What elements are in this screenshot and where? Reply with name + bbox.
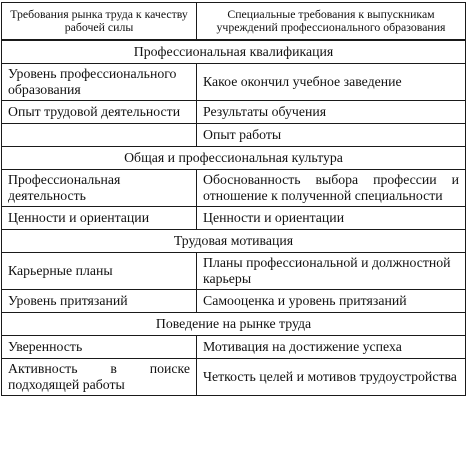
header-market-requirements: Требования рынка труда к качеству рабочей силы — [2, 3, 197, 41]
cell-left: Уровень притязаний — [2, 290, 197, 313]
table-row — [2, 359, 466, 396]
cell-right: Планы профессиональной и должностной карьеры — [197, 253, 466, 290]
section-title-culture: Общая и профессиональная культура — [2, 147, 466, 170]
table-header-row — [2, 3, 466, 41]
cell-right: Результаты обучения — [197, 101, 466, 124]
table-row — [2, 253, 466, 290]
cell-right: Ценности и ориентации — [197, 207, 466, 230]
cell-left: Профессиональная деятельность — [2, 170, 197, 207]
cell-left: Уверенность — [2, 336, 197, 359]
cell-right: Мотивация на достижение успеха — [197, 336, 466, 359]
table-row — [2, 64, 466, 101]
section-row — [2, 40, 466, 64]
table-row — [2, 101, 466, 124]
section-row — [2, 230, 466, 253]
table-row — [2, 207, 466, 230]
requirements-table — [1, 2, 466, 396]
cell-left: Активность в поиске подходящей работы — [2, 359, 197, 396]
table-row — [2, 336, 466, 359]
cell-left — [2, 124, 197, 147]
cell-right: Самооценка и уровень притязаний — [197, 290, 466, 313]
cell-left: Карьерные планы — [2, 253, 197, 290]
cell-right: Опыт работы — [197, 124, 466, 147]
table-row — [2, 170, 466, 207]
table-row — [2, 290, 466, 313]
section-title-qualification: Профессиональная квалификация — [2, 40, 466, 64]
cell-left: Ценности и ориентации — [2, 207, 197, 230]
cell-right: Обоснованность выбора профессии и отношение к полученной специальности — [197, 170, 466, 207]
table-row — [2, 124, 466, 147]
section-row — [2, 313, 466, 336]
cell-left: Опыт трудовой деятельности — [2, 101, 197, 124]
header-graduate-requirements: Специальные требования к выпускникам учреждений профессионального образования — [197, 3, 466, 41]
section-row — [2, 147, 466, 170]
cell-right: Какое окончил учебное заведение — [197, 64, 466, 101]
cell-right: Четкость целей и мотивов трудоустройства — [197, 359, 466, 396]
section-title-market-behavior: Поведение на рынке труда — [2, 313, 466, 336]
section-title-motivation: Трудовая мотивация — [2, 230, 466, 253]
cell-left: Уровень профессионального образования — [2, 64, 197, 101]
